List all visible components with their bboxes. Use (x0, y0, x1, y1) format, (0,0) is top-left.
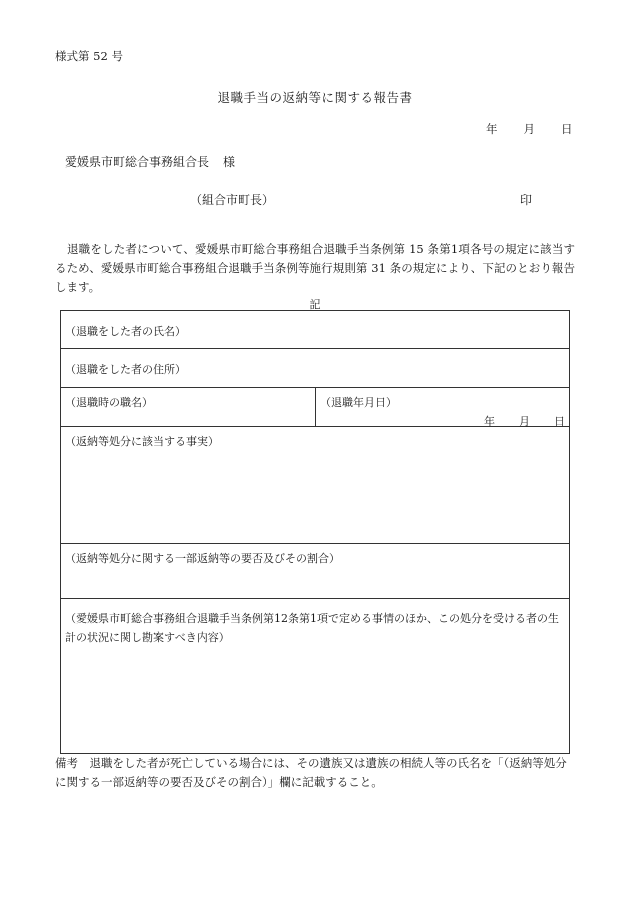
name-label: （退職をした者の氏名） (65, 325, 186, 338)
document-title: 退職手当の返納等に関する報告書 (217, 90, 413, 105)
position-cell[interactable] (61, 388, 316, 426)
name-row[interactable] (61, 311, 569, 349)
form-number: 様式第 52 号 (55, 49, 123, 63)
retire-date-label: （退職年月日） (320, 396, 397, 409)
report-date (486, 121, 573, 137)
retire-year-label: 年 (484, 415, 495, 428)
date-day-label: 日 (561, 122, 573, 136)
report-form-table (60, 310, 570, 754)
date-month-label: 月 (523, 122, 535, 136)
address-label: （退職をした者の住所） (65, 363, 186, 376)
considerations-label: （愛媛県市町総合事務組合退職手当条例第12条第1項で定める事情のほか、この処分を受ける者の生計の状況に関し勘案すべき内容） (65, 612, 559, 644)
position-date-row (61, 388, 569, 427)
position-label: （退職時の職名） (65, 396, 153, 409)
addressee-honorific: 様 (223, 155, 236, 169)
addressee-name: 愛媛県市町総合事務組合長 (65, 155, 210, 169)
report-body-text: 退職をした者について、愛媛県市町総合事務組合退職手当条例第 15 条第1項各号の規定に該当するため、愛媛県市町総合事務組合退職手当条例等施行規則第 31 条の規定により、下記のとおり報告します。 (55, 242, 575, 294)
seal-mark: 印 (520, 193, 533, 207)
address-row[interactable] (61, 349, 569, 388)
partial-return-row[interactable] (61, 544, 569, 599)
considerations-row[interactable] (61, 599, 569, 753)
ki-heading: 記 (309, 298, 321, 311)
retire-day-label: 日 (554, 415, 565, 428)
retire-month-label: 月 (519, 415, 530, 428)
facts-row[interactable] (61, 427, 569, 544)
facts-label: （返納等処分に該当する事実） (65, 435, 219, 448)
retire-date-cell[interactable] (316, 388, 569, 426)
date-year-label: 年 (486, 122, 498, 136)
partial-return-label: （返納等処分に関する一部返納等の要否及びその割合） (65, 552, 340, 565)
remarks-note: 備考 退職をした者が死亡している場合には、その遺族又は遺族の相続人等の氏名を「（返納等処分に関する一部返納等の要否及びその割合）」欄に記載すること。 (55, 756, 567, 789)
addressee (65, 153, 235, 170)
sender-label: （組合市町長） (190, 193, 275, 207)
